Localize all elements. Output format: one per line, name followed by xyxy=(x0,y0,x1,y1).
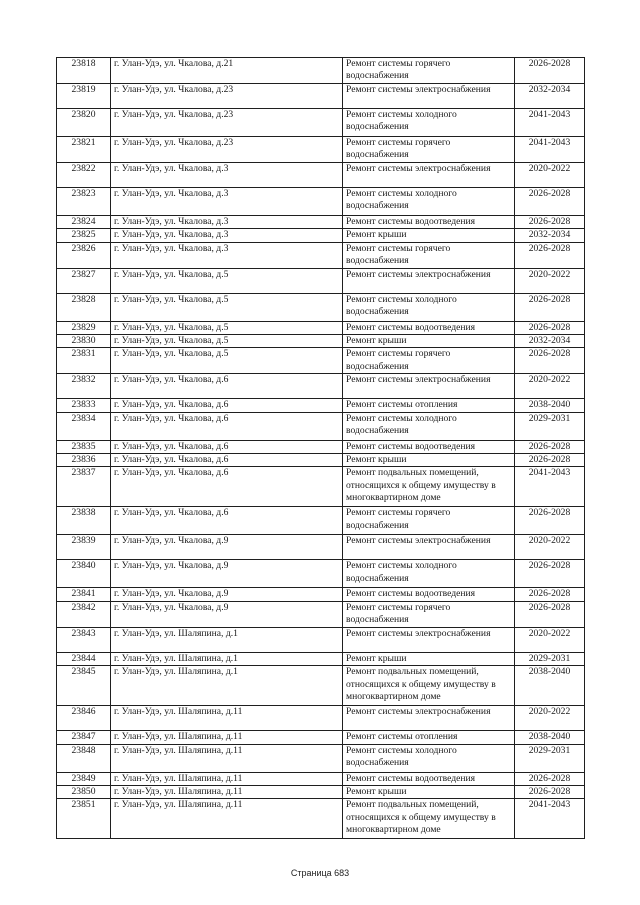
table-row xyxy=(57,374,585,399)
work-type-cell: Ремонт крыши xyxy=(343,229,515,242)
address-cell: г. Улан-Удэ, ул. Шаляпина, д.1 xyxy=(111,652,343,665)
table-row xyxy=(57,652,585,665)
address-cell: г. Улан-Удэ, ул. Чкалова, д.5 xyxy=(111,268,343,293)
work-type-cell: Ремонт системы электроснабжения xyxy=(343,374,515,399)
row-number-cell: 23822 xyxy=(57,163,111,188)
period-cell: 2026-2028 xyxy=(515,348,585,374)
work-type-cell: Ремонт системы электроснабжения xyxy=(343,627,515,652)
work-type-cell: Ремонт системы горячего водоснабжения xyxy=(343,58,515,84)
address-cell: г. Улан-Удэ, ул. Чкалова, д.5 xyxy=(111,348,343,374)
period-cell: 2020-2022 xyxy=(515,627,585,652)
address-cell: г. Улан-Удэ, ул. Шаляпина, д.1 xyxy=(111,666,343,706)
work-type-cell: Ремонт системы электроснабжения xyxy=(343,163,515,188)
page-number: Страница 683 xyxy=(290,868,350,878)
period-cell: 2041-2043 xyxy=(515,799,585,839)
period-cell: 2038-2040 xyxy=(515,666,585,706)
address-cell: г. Улан-Удэ, ул. Чкалова, д.9 xyxy=(111,560,343,588)
address-cell: г. Улан-Удэ, ул. Шаляпина, д.1 xyxy=(111,627,343,652)
row-number-cell: 23821 xyxy=(57,137,111,163)
table-row xyxy=(57,440,585,453)
table-row xyxy=(57,399,585,412)
work-type-cell: Ремонт системы отопления xyxy=(343,399,515,412)
period-cell: 2026-2028 xyxy=(515,440,585,453)
work-type-cell: Ремонт системы электроснабжения xyxy=(343,268,515,293)
row-number-cell: 23831 xyxy=(57,348,111,374)
table-row xyxy=(57,216,585,229)
work-type-cell: Ремонт системы холодного водоснабжения xyxy=(343,188,515,216)
work-type-cell: Ремонт системы холодного водоснабжения xyxy=(343,109,515,137)
address-cell: г. Улан-Удэ, ул. Чкалова, д.3 xyxy=(111,242,343,268)
period-cell: 2032-2034 xyxy=(515,229,585,242)
table-row xyxy=(57,293,585,321)
address-cell: г. Улан-Удэ, ул. Шаляпина, д.11 xyxy=(111,799,343,839)
address-cell: г. Улан-Удэ, ул. Чкалова, д.9 xyxy=(111,588,343,601)
work-type-cell: Ремонт системы отопления xyxy=(343,731,515,744)
period-cell: 2026-2028 xyxy=(515,321,585,334)
table-row xyxy=(57,588,585,601)
work-type-cell: Ремонт крыши xyxy=(343,785,515,798)
row-number-cell: 23841 xyxy=(57,588,111,601)
table-row xyxy=(57,109,585,137)
row-number-cell: 23842 xyxy=(57,601,111,627)
work-type-cell: Ремонт системы горячего водоснабжения xyxy=(343,137,515,163)
row-number-cell: 23837 xyxy=(57,467,111,507)
work-type-cell: Ремонт крыши xyxy=(343,652,515,665)
address-cell: г. Улан-Удэ, ул. Шаляпина, д.11 xyxy=(111,706,343,731)
period-cell: 2026-2028 xyxy=(515,454,585,467)
table-row xyxy=(57,137,585,163)
table-row xyxy=(57,627,585,652)
row-number-cell: 23826 xyxy=(57,242,111,268)
table-row xyxy=(57,731,585,744)
address-cell: г. Улан-Удэ, ул. Чкалова, д.5 xyxy=(111,321,343,334)
row-number-cell: 23838 xyxy=(57,507,111,535)
address-cell: г. Улан-Удэ, ул. Чкалова, д.6 xyxy=(111,454,343,467)
row-number-cell: 23823 xyxy=(57,188,111,216)
table-row xyxy=(57,412,585,440)
period-cell: 2026-2028 xyxy=(515,588,585,601)
repair-schedule-table xyxy=(56,57,585,839)
row-number-cell: 23834 xyxy=(57,412,111,440)
row-number-cell: 23833 xyxy=(57,399,111,412)
period-cell: 2029-2031 xyxy=(515,412,585,440)
address-cell: г. Улан-Удэ, ул. Чкалова, д.6 xyxy=(111,374,343,399)
row-number-cell: 23840 xyxy=(57,560,111,588)
address-cell: г. Улан-Удэ, ул. Чкалова, д.23 xyxy=(111,109,343,137)
table-row xyxy=(57,84,585,109)
period-cell: 2026-2028 xyxy=(515,601,585,627)
period-cell: 2026-2028 xyxy=(515,58,585,84)
work-type-cell: Ремонт системы горячего водоснабжения xyxy=(343,601,515,627)
row-number-cell: 23843 xyxy=(57,627,111,652)
period-cell: 2041-2043 xyxy=(515,467,585,507)
row-number-cell: 23819 xyxy=(57,84,111,109)
address-cell: г. Улан-Удэ, ул. Чкалова, д.6 xyxy=(111,467,343,507)
row-number-cell: 23847 xyxy=(57,731,111,744)
row-number-cell: 23846 xyxy=(57,706,111,731)
row-number-cell: 23849 xyxy=(57,772,111,785)
row-number-cell: 23845 xyxy=(57,666,111,706)
table-row xyxy=(57,163,585,188)
work-type-cell: Ремонт системы холодного водоснабжения xyxy=(343,412,515,440)
address-cell: г. Улан-Удэ, ул. Чкалова, д.23 xyxy=(111,84,343,109)
period-cell: 2041-2043 xyxy=(515,137,585,163)
table-row xyxy=(57,242,585,268)
table-row xyxy=(57,335,585,348)
table-row xyxy=(57,454,585,467)
table-row xyxy=(57,799,585,839)
table-row xyxy=(57,535,585,560)
table-row xyxy=(57,601,585,627)
row-number-cell: 23851 xyxy=(57,799,111,839)
row-number-cell: 23818 xyxy=(57,58,111,84)
work-type-cell: Ремонт системы горячего водоснабжения xyxy=(343,348,515,374)
table-row xyxy=(57,268,585,293)
period-cell: 2020-2022 xyxy=(515,163,585,188)
period-cell: 2026-2028 xyxy=(515,188,585,216)
address-cell: г. Улан-Удэ, ул. Чкалова, д.5 xyxy=(111,293,343,321)
table-row xyxy=(57,785,585,798)
row-number-cell: 23824 xyxy=(57,216,111,229)
address-cell: г. Улан-Удэ, ул. Чкалова, д.3 xyxy=(111,216,343,229)
work-type-cell: Ремонт системы электроснабжения xyxy=(343,706,515,731)
period-cell: 2026-2028 xyxy=(515,216,585,229)
address-cell: г. Улан-Удэ, ул. Чкалова, д.6 xyxy=(111,440,343,453)
address-cell: г. Улан-Удэ, ул. Чкалова, д.3 xyxy=(111,188,343,216)
address-cell: г. Улан-Удэ, ул. Чкалова, д.3 xyxy=(111,163,343,188)
period-cell: 2020-2022 xyxy=(515,268,585,293)
row-number-cell: 23828 xyxy=(57,293,111,321)
work-type-cell: Ремонт системы водоотведения xyxy=(343,772,515,785)
work-type-cell: Ремонт подвальных помещений, относящихся к общему имуществу в многоквартирном доме xyxy=(343,799,515,839)
work-type-cell: Ремонт крыши xyxy=(343,335,515,348)
row-number-cell: 23839 xyxy=(57,535,111,560)
address-cell: г. Улан-Удэ, ул. Чкалова, д.9 xyxy=(111,601,343,627)
address-cell: г. Улан-Удэ, ул. Чкалова, д.3 xyxy=(111,229,343,242)
address-cell: г. Улан-Удэ, ул. Чкалова, д.6 xyxy=(111,412,343,440)
table-row xyxy=(57,560,585,588)
period-cell: 2038-2040 xyxy=(515,731,585,744)
address-cell: г. Улан-Удэ, ул. Шаляпина, д.11 xyxy=(111,731,343,744)
work-type-cell: Ремонт системы холодного водоснабжения xyxy=(343,560,515,588)
work-type-cell: Ремонт подвальных помещений, относящихся к общему имуществу в многоквартирном доме xyxy=(343,467,515,507)
table-row xyxy=(57,188,585,216)
table-row xyxy=(57,666,585,706)
work-type-cell: Ремонт системы водоотведения xyxy=(343,321,515,334)
address-cell: г. Улан-Удэ, ул. Чкалова, д.21 xyxy=(111,58,343,84)
address-cell: г. Улан-Удэ, ул. Чкалова, д.6 xyxy=(111,507,343,535)
period-cell: 2041-2043 xyxy=(515,109,585,137)
work-type-cell: Ремонт системы холодного водоснабжения xyxy=(343,744,515,772)
row-number-cell: 23827 xyxy=(57,268,111,293)
work-type-cell: Ремонт системы холодного водоснабжения xyxy=(343,293,515,321)
period-cell: 2020-2022 xyxy=(515,706,585,731)
table-row xyxy=(57,467,585,507)
address-cell: г. Улан-Удэ, ул. Чкалова, д.23 xyxy=(111,137,343,163)
period-cell: 2038-2040 xyxy=(515,399,585,412)
row-number-cell: 23829 xyxy=(57,321,111,334)
address-cell: г. Улан-Удэ, ул. Шаляпина, д.11 xyxy=(111,785,343,798)
row-number-cell: 23850 xyxy=(57,785,111,798)
work-type-cell: Ремонт системы водоотведения xyxy=(343,588,515,601)
address-cell: г. Улан-Удэ, ул. Чкалова, д.9 xyxy=(111,535,343,560)
address-cell: г. Улан-Удэ, ул. Чкалова, д.5 xyxy=(111,335,343,348)
table-row xyxy=(57,229,585,242)
work-type-cell: Ремонт системы горячего водоснабжения xyxy=(343,507,515,535)
period-cell: 2032-2034 xyxy=(515,335,585,348)
address-cell: г. Улан-Удэ, ул. Шаляпина, д.11 xyxy=(111,772,343,785)
period-cell: 2026-2028 xyxy=(515,785,585,798)
table-row xyxy=(57,744,585,772)
row-number-cell: 23836 xyxy=(57,454,111,467)
row-number-cell: 23830 xyxy=(57,335,111,348)
row-number-cell: 23832 xyxy=(57,374,111,399)
row-number-cell: 23835 xyxy=(57,440,111,453)
row-number-cell: 23848 xyxy=(57,744,111,772)
period-cell: 2026-2028 xyxy=(515,507,585,535)
row-number-cell: 23820 xyxy=(57,109,111,137)
row-number-cell: 23825 xyxy=(57,229,111,242)
table-body xyxy=(57,58,585,839)
table-row xyxy=(57,321,585,334)
address-cell: г. Улан-Удэ, ул. Чкалова, д.6 xyxy=(111,399,343,412)
work-type-cell: Ремонт системы водоотведения xyxy=(343,216,515,229)
work-type-cell: Ремонт системы горячего водоснабжения xyxy=(343,242,515,268)
period-cell: 2020-2022 xyxy=(515,374,585,399)
work-type-cell: Ремонт системы электроснабжения xyxy=(343,535,515,560)
period-cell: 2032-2034 xyxy=(515,84,585,109)
table-row xyxy=(57,772,585,785)
period-cell: 2026-2028 xyxy=(515,293,585,321)
address-cell: г. Улан-Удэ, ул. Шаляпина, д.11 xyxy=(111,744,343,772)
work-type-cell: Ремонт крыши xyxy=(343,454,515,467)
period-cell: 2026-2028 xyxy=(515,242,585,268)
period-cell: 2020-2022 xyxy=(515,535,585,560)
period-cell: 2029-2031 xyxy=(515,652,585,665)
table-row xyxy=(57,706,585,731)
work-type-cell: Ремонт системы электроснабжения xyxy=(343,84,515,109)
period-cell: 2026-2028 xyxy=(515,772,585,785)
period-cell: 2029-2031 xyxy=(515,744,585,772)
table-row xyxy=(57,348,585,374)
work-type-cell: Ремонт подвальных помещений, относящихся к общему имуществу в многоквартирном доме xyxy=(343,666,515,706)
work-type-cell: Ремонт системы водоотведения xyxy=(343,440,515,453)
table-row xyxy=(57,507,585,535)
period-cell: 2026-2028 xyxy=(515,560,585,588)
row-number-cell: 23844 xyxy=(57,652,111,665)
table-row xyxy=(57,58,585,84)
